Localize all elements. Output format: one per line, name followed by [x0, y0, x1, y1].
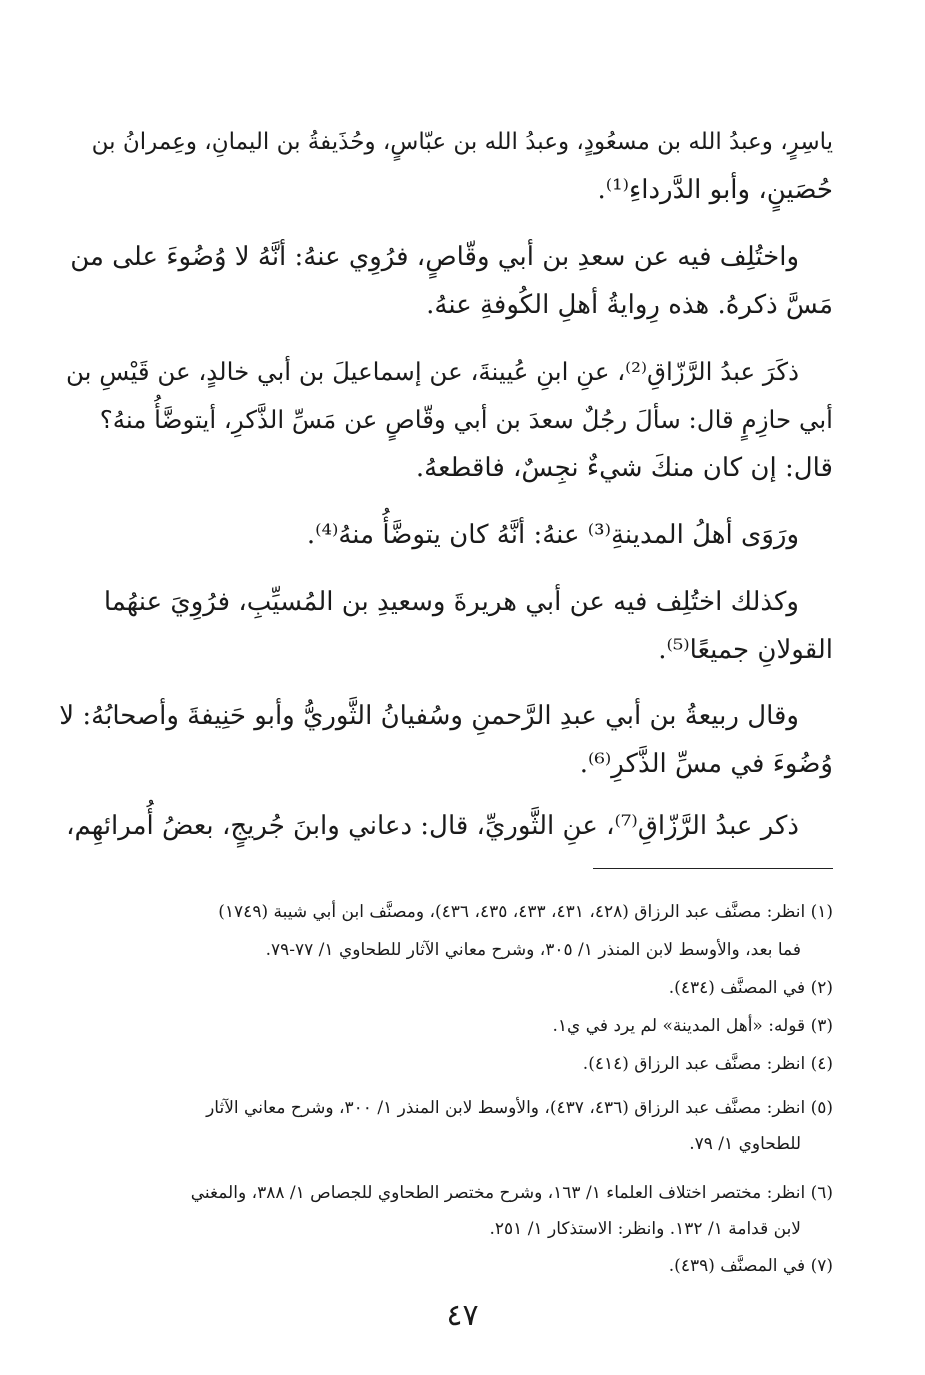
footnote-line: (١) انظر: مصنَّف عبد الرزاق (٤٢٨، ٤٣١، ٤٣٣، ٤٣٥، ٤٣٦)، ومصنَّف ابن أبي شيبة (١٧٤٩) [218, 902, 833, 922]
body-line: أبي حازِمٍ قال: سألَ رجُلٌ سعدَ بن أبي وقّاصٍ عن مَسِّ الذَّكرِ، أيتوضَّأُ منهُ؟ [99, 405, 833, 434]
footnote-line: (٣) قوله: «أهل المدينة» لم يرد في ي١. [552, 1016, 833, 1036]
page-number: ٤٧ [446, 1298, 479, 1333]
body-line: القولانِ جميعًا⁽⁵⁾. [658, 635, 833, 665]
body-line: واختُلِف فيه عن سعدِ بن أبي وقّاصٍ، فرُوِي عنهُ: أنَّهُ لا وُضُوءَ على من [70, 242, 799, 272]
footnote-line: (٧) في المصنَّف (٤٣٩). [668, 1256, 833, 1276]
footnote-line: لابن قدامة ١/ ١٣٢. وانظر: الاستذكار ١/ ٢٥١. [489, 1219, 801, 1239]
footnote-line: (٦) انظر: مختصر اختلاف العلماء ١/ ١٦٣، وشرح مختصر الطحاوي للجصاص ١/ ٣٨٨، والمغني [190, 1183, 833, 1203]
body-line: مَسَّ ذكرهُ. هذه رِوايةُ أهلِ الكُوفةِ عنهُ. [426, 290, 833, 320]
body-line: ذكَرَ عبدُ الرَّزّاقِ⁽²⁾، عنِ ابنِ عُيينةَ، عن إسماعيلَ بن أبي خالدٍ، عن قَيْسِ بن [65, 357, 799, 386]
body-line: حُصَينٍ، وأبو الدَّرداءِ⁽¹⁾. [597, 175, 833, 205]
body-line: وكذلك اختُلِف فيه عن أبي هريرةَ وسعيدِ بن المُسيِّبِ، فرُوِيَ عنهُما [103, 587, 799, 617]
body-line: ياسِرٍ، وعبدُ الله بن مسعُودٍ، وعبدُ الله بن عبّاسٍ، وحُذَيفةُ بن اليمانِ، وعِمرانُ بن [91, 129, 833, 155]
footnote-line: فما بعد، والأوسط لابن المنذر ١/ ٣٠٥، وشرح معاني الآثار للطحاوي ١/ ٧٧-٧٩. [265, 940, 801, 960]
footnote-line: (٤) انظر: مصنَّف عبد الرزاق (٤١٤). [582, 1054, 833, 1074]
body-line: قال: إن كان منكَ شيءٌ نجِسٌ، فاقطعهُ. [415, 453, 833, 483]
body-line: وُضُوءَ في مسِّ الذَّكرِ⁽⁶⁾. [579, 749, 833, 779]
footnote-line: (٢) في المصنَّف (٤٣٤). [668, 978, 833, 998]
body-line: ورَوَى أهلُ المدينةِ⁽³⁾ عنهُ: أنَّهُ كان يتوضَّأُ منهُ⁽⁴⁾. [306, 520, 799, 550]
body-line: ذكر عبدُ الرَّزّاقِ⁽⁷⁾، عنِ الثَّوريِّ، قال: دعاني وابنَ جُريجٍ، بعضُ أُمرائهِم، [66, 811, 799, 841]
footnote-divider [593, 868, 833, 869]
footnote-line: (٥) انظر: مصنَّف عبد الرزاق (٤٣٦، ٤٣٧)، والأوسط لابن المنذر ١/ ٣٠٠، وشرح معاني الآثار [206, 1098, 833, 1118]
footnote-line: للطحاوي ١/ ٧٩. [689, 1134, 801, 1154]
body-line: وقال ربيعةُ بن أبي عبدِ الرَّحمنِ وسُفيانُ الثَّوريُّ وأبو حَنِيفةَ وأصحابُهُ: لا [59, 701, 799, 731]
